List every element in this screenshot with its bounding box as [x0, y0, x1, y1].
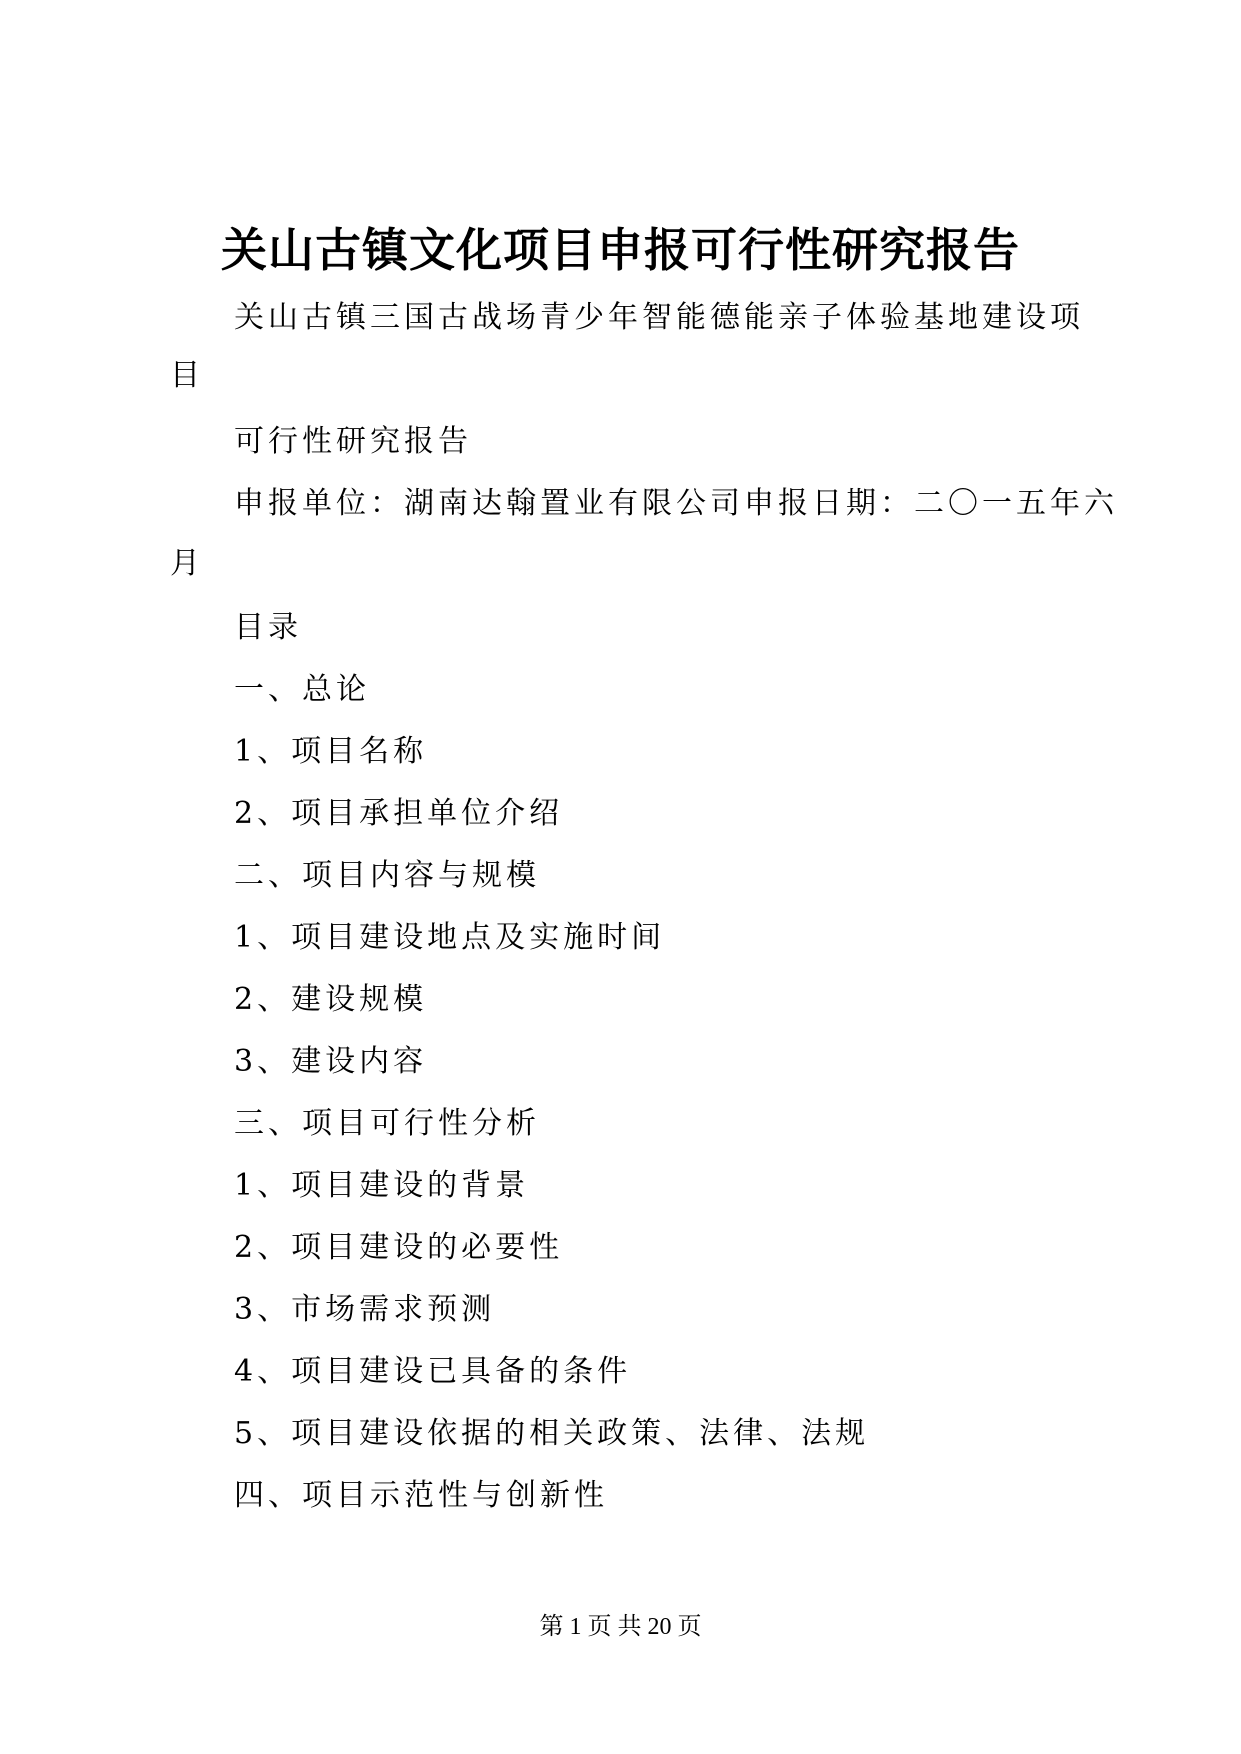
toc-item: 5、项目建设依据的相关政策、法律、法规	[234, 1416, 870, 1451]
page-number-footer: 第 1 页 共 20 页	[539, 1614, 702, 1640]
toc-item: 一、总论	[234, 672, 370, 707]
toc-item: 1、项目名称	[234, 734, 428, 769]
toc-item: 4、项目建设已具备的条件	[234, 1354, 632, 1389]
subtitle-line-2: 目	[170, 358, 204, 393]
applicant-line-1: 申报单位：湖南达翰置业有限公司申报日期：二〇一五年六	[234, 486, 1118, 521]
toc-item: 三、项目可行性分析	[234, 1106, 540, 1141]
toc-item: 1、项目建设地点及实施时间	[234, 920, 666, 955]
toc-heading: 目录	[234, 610, 302, 645]
toc-item: 3、市场需求预测	[234, 1292, 496, 1327]
document-title: 关山古镇文化项目申报可行性研究报告	[221, 223, 1020, 277]
toc-item: 2、项目建设的必要性	[234, 1230, 564, 1265]
toc-item: 2、建设规模	[234, 982, 428, 1017]
applicant-line-2: 月	[170, 546, 204, 581]
toc-item: 2、项目承担单位介绍	[234, 796, 564, 831]
toc-item: 二、项目内容与规模	[234, 858, 540, 893]
subtitle-line-1: 关山古镇三国古战场青少年智能德能亲子体验基地建设项	[234, 300, 1084, 335]
toc-item: 3、建设内容	[234, 1044, 428, 1079]
report-label: 可行性研究报告	[234, 424, 472, 459]
toc-item: 四、项目示范性与创新性	[234, 1478, 608, 1513]
toc-item: 1、项目建设的背景	[234, 1168, 530, 1203]
